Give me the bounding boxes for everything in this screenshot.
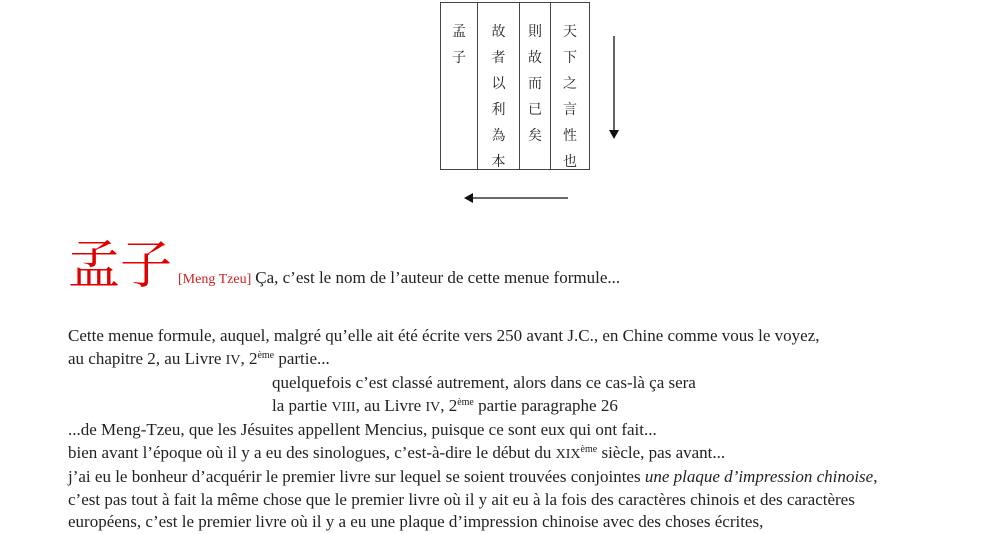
text-line: européens, c’est le premier livre où il y a eu une plaque d’impression chinoise avec des choses écrites,	[68, 512, 764, 531]
text-line	[68, 348, 968, 373]
arrow-left-icon	[464, 191, 570, 205]
vertical-char: 而	[528, 76, 542, 92]
text-run: partie paragraphe 26	[473, 395, 618, 415]
heading-text: Ça, c’est le nom de l’auteur de cette menue formule...	[255, 268, 621, 287]
body-text	[68, 325, 968, 534]
text-run: IV	[225, 352, 241, 368]
text-line: quelquefois c’est classé autrement, alors dans ce cas-là ça sera	[272, 373, 696, 392]
text-run: au chapitre 2, au Livre	[68, 348, 226, 368]
vertical-char: 矣	[528, 128, 542, 144]
text-run: j’ai eu le bonheur d’acquérir le premier livre sur lequel se soient trouvées conjointes	[68, 467, 645, 486]
text-line: ...de Meng-Tzeu, que les Jésuites appellent Mencius, puisque ce sont eux qui ont fait...	[68, 420, 657, 439]
vertical-text-box	[440, 2, 590, 170]
text-line	[68, 395, 968, 420]
vertical-char: 下	[563, 50, 577, 66]
vertical-char: 本	[491, 154, 506, 170]
vertical-char: 者	[491, 50, 506, 66]
text-run: partie...	[274, 348, 330, 368]
vertical-char: 子	[452, 50, 466, 66]
italic-phrase: une plaque d’impression chinoise	[644, 467, 874, 486]
vertical-char: 性	[563, 128, 577, 144]
text-run: VIII	[331, 399, 356, 415]
text-run: , 2	[240, 348, 258, 368]
vertical-column-3	[520, 3, 551, 169]
text-run: IV	[425, 399, 441, 415]
vertical-char: 為	[491, 128, 506, 144]
vertical-column-1	[441, 3, 478, 169]
superscript: ème	[457, 396, 474, 408]
text-run: , au Livre	[355, 395, 426, 415]
vertical-char: 故	[491, 24, 506, 40]
arrow-down-icon	[607, 36, 621, 140]
heading-romanized-name: [Meng Tzeu]	[178, 272, 252, 287]
vertical-char: 利	[491, 102, 506, 118]
vertical-column-4	[551, 3, 589, 169]
text-run: la partie	[272, 395, 332, 415]
vertical-char: 也	[563, 154, 577, 170]
text-line: Cette menue formule, auquel, malgré qu’elle ait été écrite vers 250 avant J.C., en Chine comme vous le voyez,	[68, 326, 820, 345]
text-line	[68, 442, 968, 467]
vertical-char: 則	[528, 24, 542, 40]
vertical-column-2	[478, 3, 520, 169]
text-run: XIX	[555, 446, 581, 462]
text-run: , 2	[440, 395, 458, 415]
heading-chinese-name: 孟子	[68, 236, 173, 296]
vertical-char: 故	[528, 50, 542, 66]
text-line	[68, 466, 968, 489]
text-line: c’est pas tout à fait la même chose que le premier livre où il y ait eu à la fois des caractères chinois et des caractères	[68, 489, 855, 509]
text-run: ,	[873, 467, 878, 486]
vertical-char: 孟	[452, 24, 466, 40]
vertical-char: 以	[491, 76, 506, 92]
vertical-char: 已	[528, 102, 542, 118]
vertical-char: 言	[563, 102, 577, 118]
vertical-char: 天	[563, 24, 577, 40]
vertical-char: 之	[563, 76, 577, 92]
text-run: siècle, pas avant...	[597, 442, 726, 462]
text-run: bien avant l’époque où il y a eu des sinologues, c’est-à-dire le début du	[68, 442, 556, 462]
superscript: ème	[580, 443, 598, 455]
superscript: ème	[257, 349, 275, 361]
heading-row	[68, 236, 620, 296]
